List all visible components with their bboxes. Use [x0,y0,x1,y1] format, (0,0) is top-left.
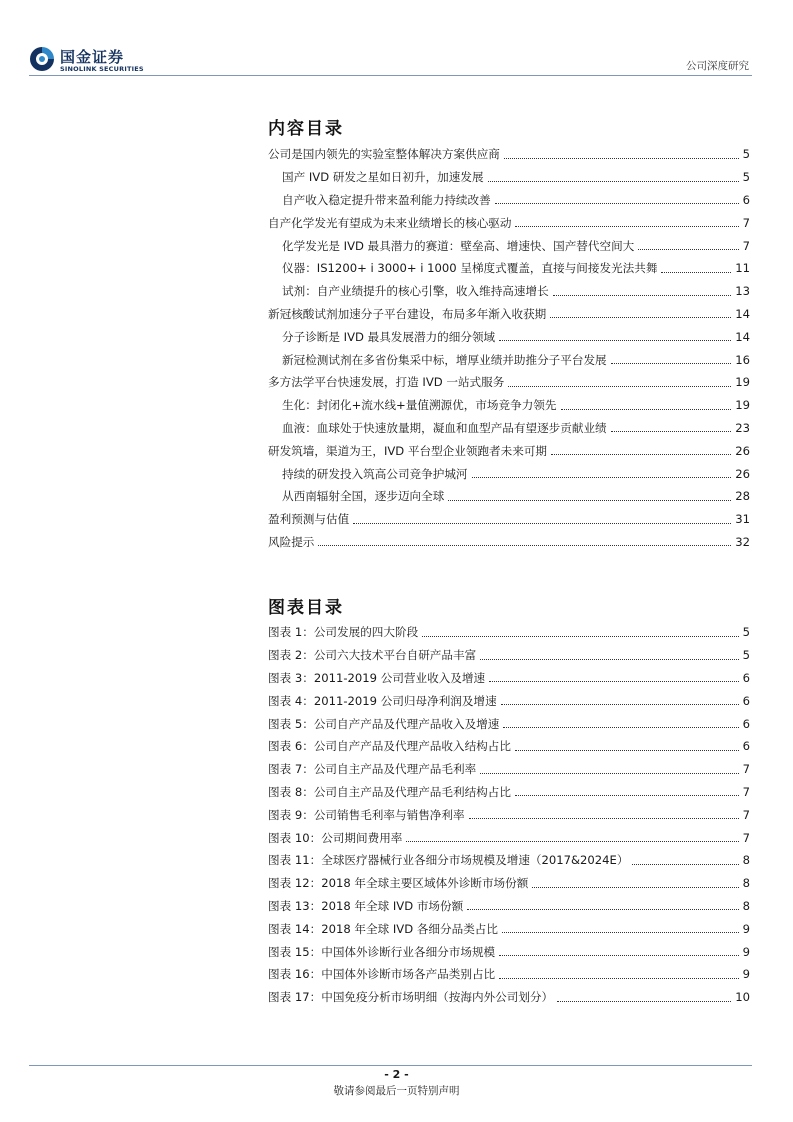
figure-entry-text: 图表 16：中国体外诊断市场各产品类别占比 [268,967,496,982]
contents-entry-text: 风险提示 [268,534,315,549]
figure-entry-text: 图表 10：公司期间费用率 [268,830,403,845]
figure-entry-page: 7 [742,830,750,845]
dot-leader [467,909,738,910]
figure-entry-text: 图表 4：2011-2019 公司归母净利润及增速 [268,693,497,708]
dot-leader [504,158,739,159]
contents-entry[interactable] [268,508,750,531]
contents-entry-page: 19 [735,375,750,390]
figure-entry-text: 图表 1：公司发展的四大阶段 [268,625,419,640]
contents-entry-text: 从西南辐射全国，逐步迈向全球 [282,489,445,504]
logo-chinese-name: 国金证券 [60,48,125,66]
figure-entry-page: 6 [742,716,750,731]
figure-entry[interactable] [268,667,750,690]
dot-leader [632,864,738,865]
header-divider [29,75,752,76]
figure-entry-page: 7 [742,784,750,799]
figure-entry-page: 5 [742,648,750,663]
contents-entry-page: 14 [735,329,750,344]
dot-leader [553,295,732,296]
contents-entry-text: 试剂：自产业绩提升的核心引擎，收入维持高速增长 [282,284,549,299]
figure-entry-text: 图表 15：中国体外诊断行业各细分市场规模 [268,944,496,959]
dot-leader [661,272,731,273]
figure-entry[interactable] [268,940,750,963]
contents-entry-page: 5 [742,170,750,185]
contents-entry[interactable] [268,348,750,371]
dot-leader [611,363,732,364]
figure-entry[interactable] [268,803,750,826]
contents-entry-text: 盈利预测与估值 [268,512,350,527]
contents-entry[interactable] [268,280,750,303]
figure-entry-text: 图表 9：公司销售毛利率与销售净利率 [268,807,465,822]
dot-leader [515,226,738,227]
figure-entry-page: 8 [742,898,750,913]
contents-entry[interactable] [268,485,750,508]
dot-leader [503,727,738,728]
figure-entry-page: 9 [742,967,750,982]
contents-entry[interactable] [268,417,750,440]
contents-entry-text: 研发筑墙，渠道为王，IVD 平台型企业领跑者未来可期 [268,443,548,458]
figure-entry-page: 5 [742,625,750,640]
dot-leader [561,409,732,410]
contents-entry[interactable] [268,325,750,348]
contents-entry[interactable] [268,531,750,554]
dot-leader [480,659,738,660]
figure-entry[interactable] [268,712,750,735]
contents-entry-page: 14 [735,306,750,321]
figure-entry[interactable] [268,689,750,712]
contents-entry-text: 仪器：IS1200+ i 3000+ i 1000 呈梯度式覆盖，直接与间接发光法共舞 [282,261,658,276]
figure-entry-page: 6 [742,670,750,685]
dot-leader [488,181,739,182]
sinolink-logo-icon [29,46,55,72]
contents-entry-page: 28 [735,489,750,504]
dot-leader [495,203,739,204]
figure-entry-page: 9 [742,921,750,936]
contents-entry-text: 公司是国内领先的实验室整体解决方案供应商 [268,147,500,162]
contents-entry-page: 5 [742,147,750,162]
figure-entry-page: 10 [735,990,750,1005]
figure-entry[interactable] [268,917,750,940]
dot-leader [469,818,739,819]
contents-entry[interactable] [268,371,750,394]
report-type-label: 公司深度研究 [686,60,749,72]
contents-entry[interactable] [268,462,750,485]
contents-entry[interactable] [268,303,750,326]
dot-leader [502,932,739,933]
contents-entry-text: 自产化学发光有望成为未来业绩增长的核心驱动 [268,215,512,230]
figure-entry-page: 6 [742,693,750,708]
figure-entry[interactable] [268,826,750,849]
contents-entry[interactable] [268,257,750,280]
figure-entry[interactable] [268,849,750,872]
dot-leader [499,955,738,956]
figure-entry-text: 图表 17：中国免疫分析市场明细（按海内外公司划分） [268,990,554,1005]
figure-entry[interactable] [268,621,750,644]
figure-entry-page: 8 [742,876,750,891]
dot-leader [499,340,731,341]
figure-entry-text: 图表 3：2011-2019 公司营业收入及增速 [268,670,486,685]
dot-leader [611,431,732,432]
dot-leader [499,978,738,979]
dot-leader [448,500,731,501]
dot-leader [508,386,731,387]
contents-entry-text: 化学发光是 IVD 最具潜力的赛道：壁垒高、增速快、国产替代空间大 [282,238,635,253]
contents-entry[interactable] [268,166,750,189]
logo-english-name: SINOLINK SECURITIES [60,65,144,73]
contents-entry-text: 分子诊断是 IVD 最具发展潜力的细分领域 [282,329,496,344]
figure-entry-page: 9 [742,944,750,959]
contents-list [268,143,750,553]
dot-leader [472,477,732,478]
contents-entry-page: 32 [735,534,750,549]
dot-leader [557,1001,731,1002]
contents-entry[interactable] [268,189,750,212]
dot-leader [515,795,739,796]
contents-entry-page: 16 [735,352,750,367]
figure-entry-text: 图表 5：公司自产产品及代理产品收入及增速 [268,716,500,731]
contents-entry-page: 6 [742,192,750,207]
company-logo [29,44,179,76]
figure-entry[interactable] [268,895,750,918]
figure-entry-text: 图表 11：全球医疗器械行业各细分市场规模及增速（2017&2024E） [268,853,629,868]
figure-entry[interactable] [268,986,750,1009]
figure-entry-text: 图表 14：2018 年全球 IVD 各细分品类占比 [268,921,498,936]
contents-entry-page: 7 [742,215,750,230]
page-number: - 2 - [384,1068,409,1081]
figure-entry-text: 图表 7：公司自主产品及代理产品毛利率 [268,762,477,777]
contents-entry-text: 新冠检测试剂在多省份集采中标，增厚业绩并助推分子平台发展 [282,352,607,367]
dot-leader [406,841,738,842]
contents-entry-text: 血液：血球处于快速放量期，凝血和血型产品有望逐步贡献业绩 [282,420,607,435]
contents-entry-text: 新冠核酸试剂加速分子平台建设，布局多年渐入收获期 [268,306,547,321]
dot-leader [353,523,731,524]
contents-entry-page: 13 [735,284,750,299]
contents-entry-page: 19 [735,398,750,413]
dot-leader [550,317,731,318]
dot-leader [515,750,739,751]
dot-leader [532,887,738,888]
figure-entry-text: 图表 2：公司六大技术平台自研产品丰富 [268,648,477,663]
figure-entry-text: 图表 12：2018 年全球主要区域体外诊断市场份额 [268,876,529,891]
figures-list [268,621,750,1009]
figure-entry[interactable] [268,872,750,895]
dot-leader [480,773,738,774]
figure-entry-text: 图表 6：公司自产产品及代理产品收入结构占比 [268,739,511,754]
dot-leader [422,636,738,637]
contents-entry[interactable] [268,211,750,234]
figure-entry[interactable] [268,644,750,667]
contents-entry-page: 7 [742,238,750,253]
contents-entry-text: 持续的研发投入筑高公司竞争护城河 [282,466,468,481]
disclaimer-note: 敬请参阅最后一页特别声明 [333,1085,460,1097]
dot-leader [489,681,739,682]
figure-entry[interactable] [268,781,750,804]
dot-leader [318,545,731,546]
dot-leader [551,454,731,455]
contents-entry-text: 国产 IVD 研发之星如日初升，加速发展 [282,170,484,185]
figure-entry-page: 7 [742,807,750,822]
contents-entry-page: 11 [735,261,750,276]
contents-entry-page: 31 [735,512,750,527]
contents-entry-page: 23 [735,420,750,435]
figure-entry-text: 图表 13：2018 年全球 IVD 市场份额 [268,898,464,913]
contents-entry[interactable] [268,394,750,417]
figure-entry-page: 7 [742,762,750,777]
dot-leader [638,249,738,250]
contents-entry-text: 生化：封闭化+流水线+量值溯源优，市场竞争力领先 [282,398,557,413]
contents-entry[interactable] [268,143,750,166]
figure-entry-page: 6 [742,739,750,754]
dot-leader [501,704,739,705]
contents-entry-page: 26 [735,466,750,481]
figures-title: 图表目录 [268,598,344,618]
figure-entry[interactable] [268,735,750,758]
contents-entry[interactable] [268,234,750,257]
figure-entry[interactable] [268,758,750,781]
contents-entry-page: 26 [735,443,750,458]
figure-entry-page: 8 [742,853,750,868]
contents-entry-text: 多方法学平台快速发展，打造 IVD 一站式服务 [268,375,505,390]
contents-title: 内容目录 [268,119,344,139]
contents-entry-text: 自产收入稳定提升带来盈利能力持续改善 [282,192,491,207]
figure-entry-text: 图表 8：公司自主产品及代理产品毛利结构占比 [268,784,511,799]
figure-entry[interactable] [268,963,750,986]
footer-divider [29,1065,752,1066]
contents-entry[interactable] [268,439,750,462]
